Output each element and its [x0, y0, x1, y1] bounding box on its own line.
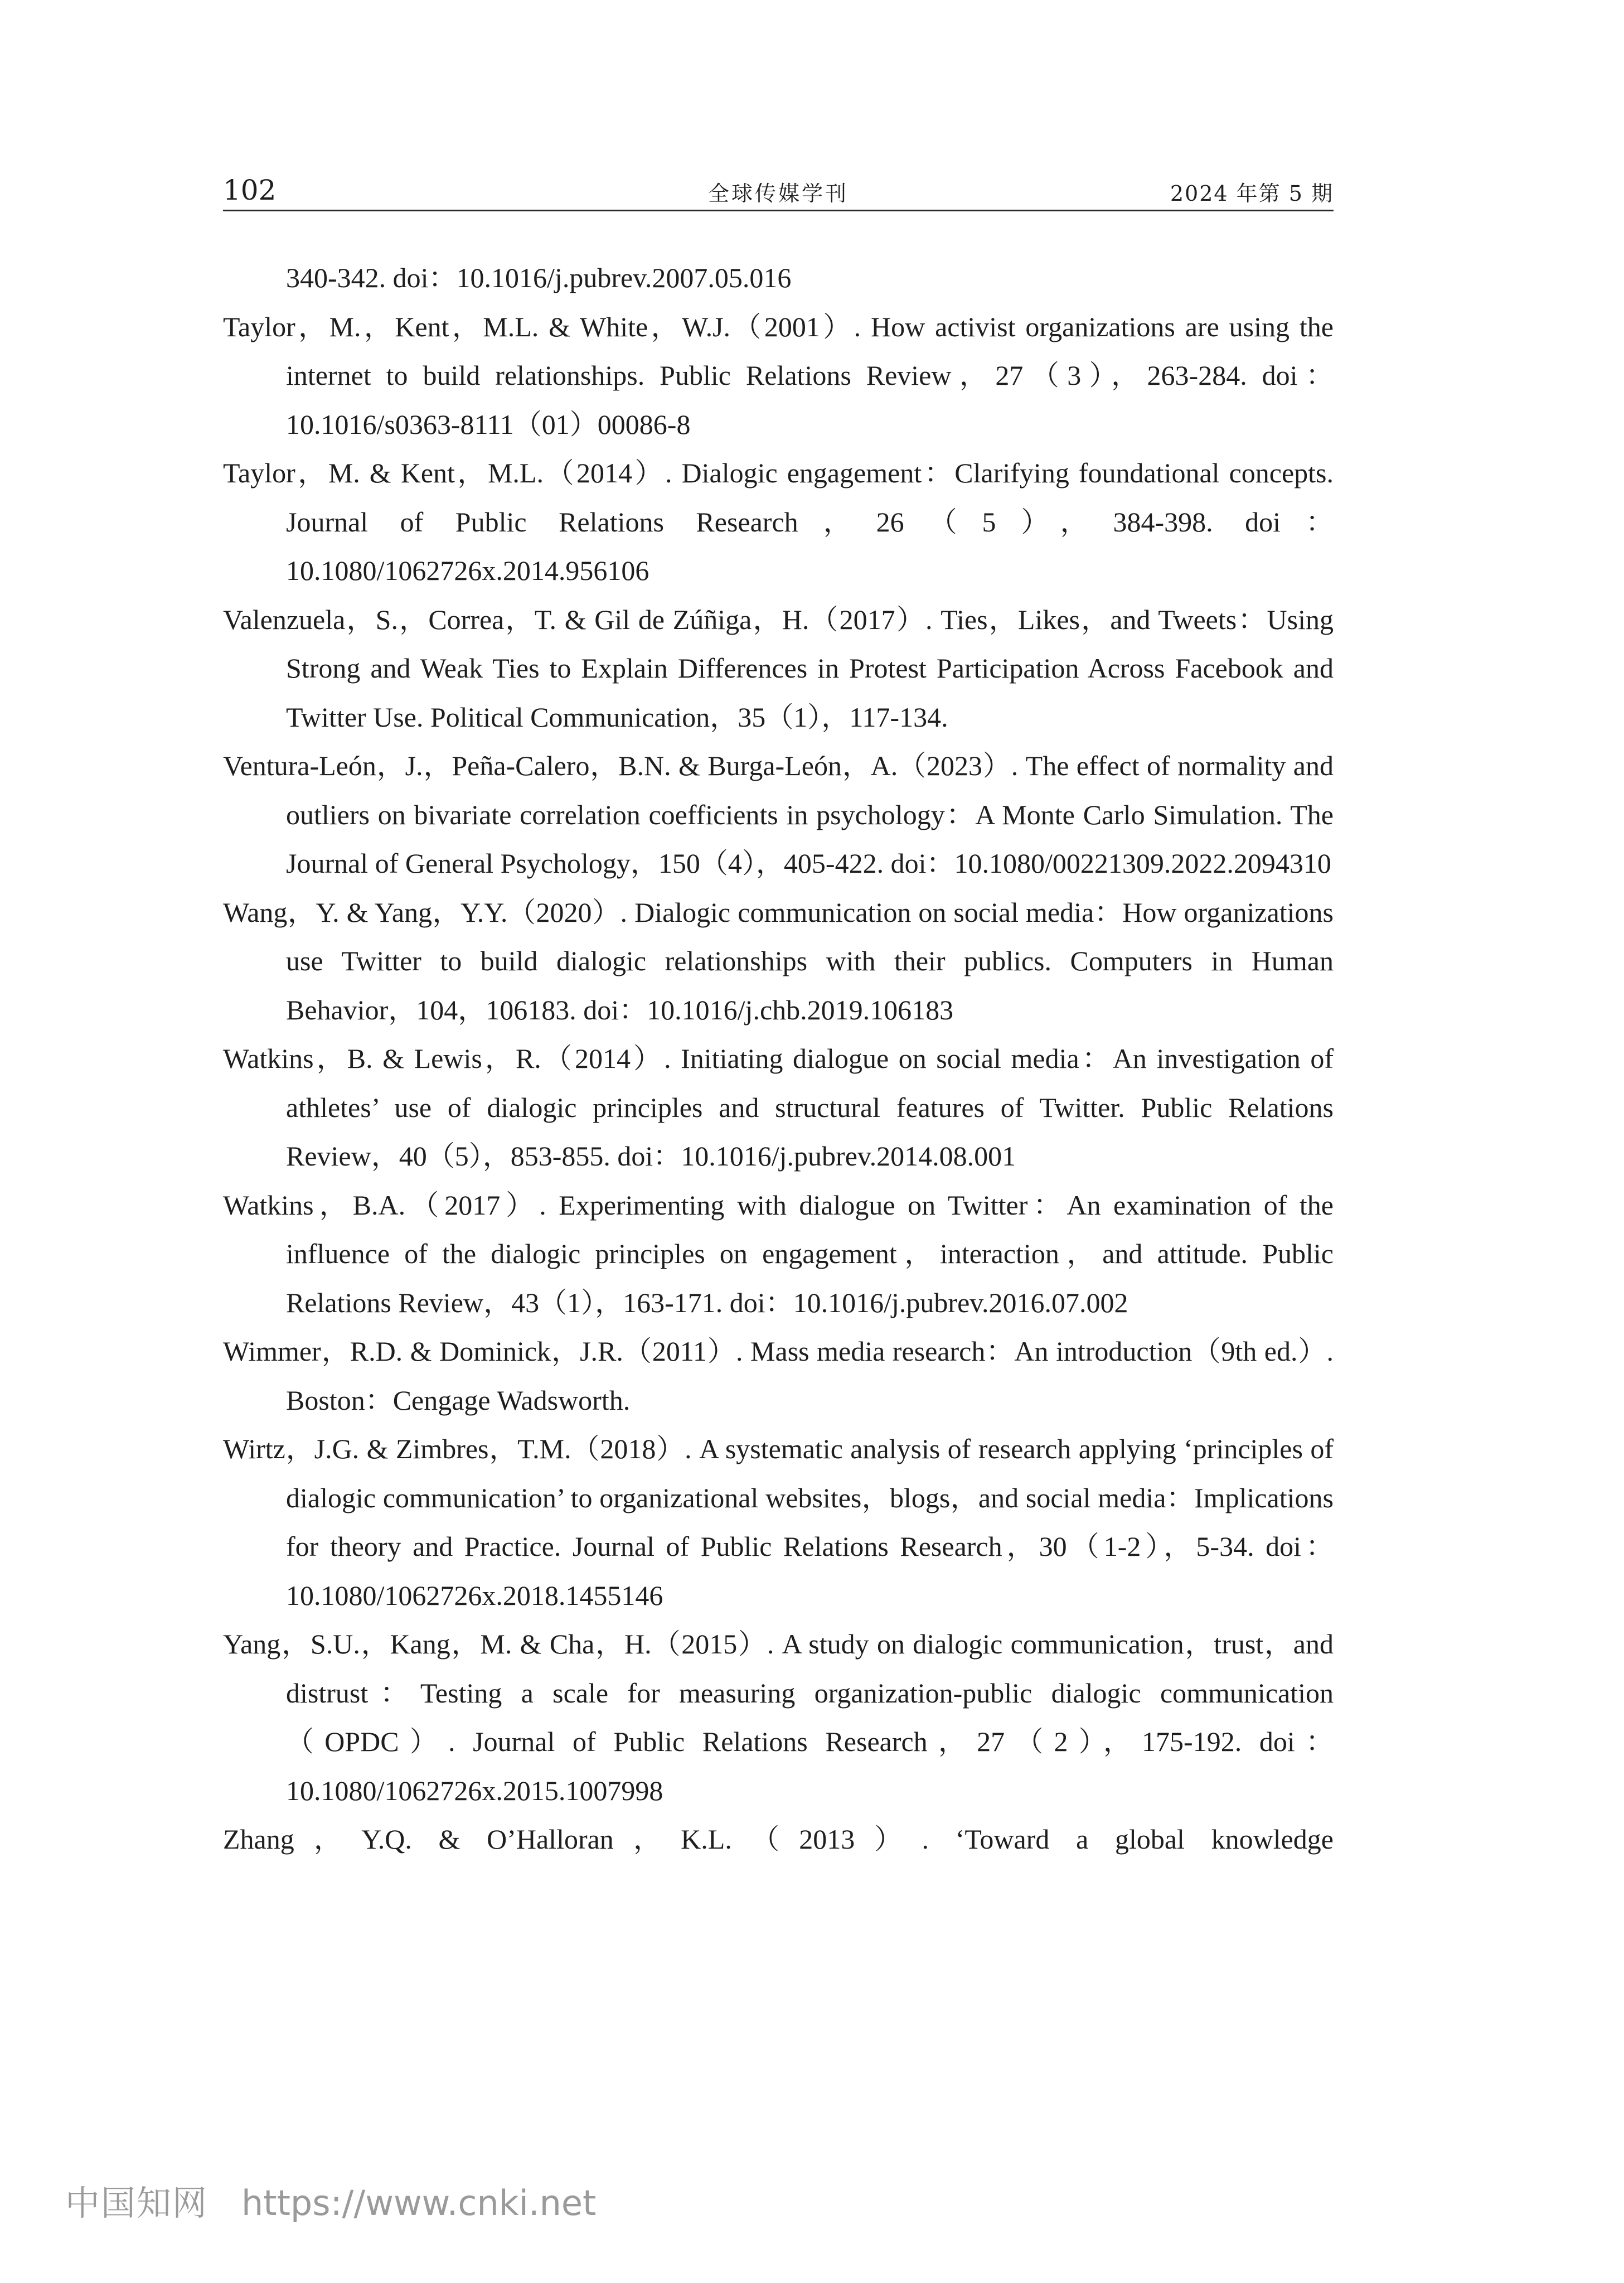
- reference-entry: Watkins，B.A.（2017）. Experimenting with dialogue on Twitter：An examination of the influence of the dialogic principles on engagement，interaction，and attitude. Public Relations Review，43（1），163-171. doi：10.1016/j.pubrev.2016.07.002: [223, 1189, 1334, 1318]
- reference-entry: Taylor，M.，Kent，M.L. & White，W.J.（2001）. How activist organizations are using the internet to build relationships. Public Relations Review，27（3），263-284. doi：10.1016/s0363-8111（01）00086-8: [223, 311, 1334, 440]
- journal-title: 全球传媒学刊: [707, 181, 849, 206]
- cnki-watermark: [65, 2183, 597, 2223]
- reference-entry: Yang，S.U.，Kang，M. & Cha，H.（2015）. A study on dialogic communication，trust，and distrust：Testing a scale for measuring organization-public dialogic communication（OPDC）. Journal of Public Relations Research，27（2），175-192. doi：10.1080/1062726x.2015.1007998: [223, 1628, 1334, 1806]
- reference-entry: Watkins，B. & Lewis，R.（2014）. Initiating dialogue on social media：An investigation of athletes’ use of dialogic principles and structural features of Twitter. Public Relations Review，40（5），853-855. doi：10.1016/j.pubrev.2014.08.001: [223, 1043, 1334, 1172]
- reference-entry: Wimmer，R.D. & Dominick，J.R.（2011）. Mass media research：An introduction（9th ed.）. Boston：Cengage Wadsworth.: [223, 1336, 1334, 1416]
- reference-entry-continued: 340-342. doi：10.1016/j.pubrev.2007.05.016: [286, 262, 792, 293]
- reference-entry: Taylor，M. & Kent，M.L.（2014）. Dialogic engagement：Clarifying foundational concepts. Journal of Public Relations Research，26（5），384-398. doi：10.1080/1062726x.2014.956106: [223, 457, 1334, 586]
- cnki-url[interactable]: https://www.cnki.net: [241, 2183, 597, 2223]
- reference-list: [223, 254, 1334, 1864]
- cnki-logo-text: 中国知网: [65, 2183, 209, 2223]
- reference-entry: Zhang，Y.Q. & O’Halloran，K.L.（2013）. ‘Toward a global knowledge: [223, 1824, 1334, 1855]
- running-header: [223, 173, 1334, 211]
- reference-entry: Wang，Y. & Yang，Y.Y.（2020）. Dialogic communication on social media：How organizations use Twitter to build dialogic relationships with their publics. Computers in Human Behavior，104，106183. doi：10.1016/j.chb.2019.106183: [223, 896, 1334, 1026]
- reference-entry: Wirtz，J.G. & Zimbres，T.M.（2018）. A systematic analysis of research applying ‘principles of dialogic communication’ to organizational websites，blogs，and social media：Implications for theory and Practice. Journal of Public Relations Research，30（1-2），5-34. doi：10.1080/1062726x.2018.1455146: [223, 1433, 1334, 1611]
- reference-entry: Ventura-León，J.，Peña-Calero，B.N. & Burga-León，A.（2023）. The effect of normality and outliers on bivariate correlation coefficients in psychology：A Monte Carlo Simulation. The Journal of General Psychology，150（4），405-422. doi：10.1080/00221309.2022.2094310: [223, 750, 1334, 879]
- reference-entry: Valenzuela，S.，Correa，T. & Gil de Zúñiga，H.（2017）. Ties，Likes，and Tweets：Using Strong and Weak Ties to Explain Differences in Protest Participation Across Facebook and Twitter Use. Political Communication，35（1），117-134.: [223, 603, 1334, 733]
- page-number: 102: [223, 174, 277, 206]
- issue-label: 2024 年第 5 期: [1170, 181, 1334, 206]
